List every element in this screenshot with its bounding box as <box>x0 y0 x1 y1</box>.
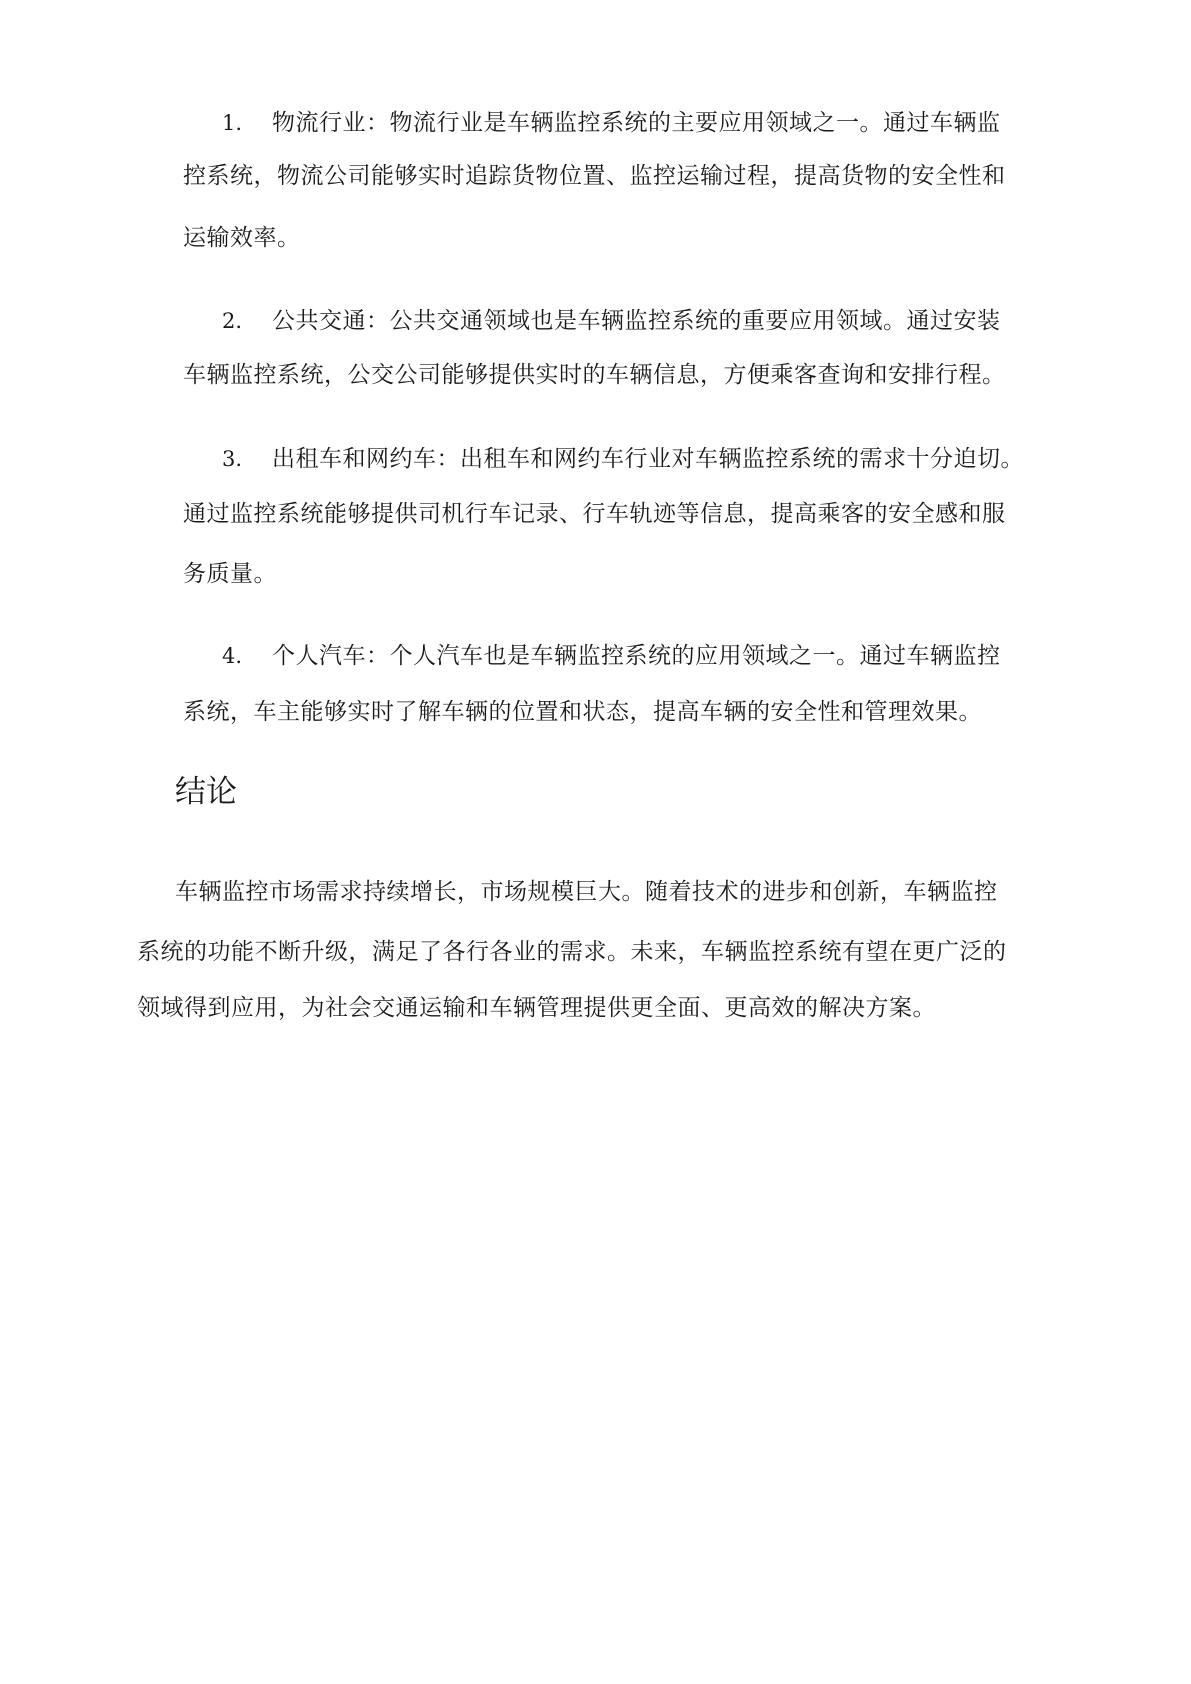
list-item-line: 控系统，物流公司能够实时追踪货物位置、监控运输过程，提高货物的安全性和 <box>183 163 1006 189</box>
list-item-line: 出租车和网约车：出租车和网约车行业对车辆监控系统的需求十分迫切。 <box>272 446 1024 472</box>
list-item-line: 车辆监控系统，公交公司能够提供实时的车辆信息，方便乘客查询和安排行程。 <box>183 362 1006 388</box>
list-item-line: 系统，车主能够实时了解车辆的位置和状态，提高车辆的安全性和管理效果。 <box>183 699 982 725</box>
paragraph-line: 系统的功能不断升级，满足了各行各业的需求。未来，车辆监控系统有望在更广泛的 <box>137 939 1007 965</box>
list-item-line: 通过监控系统能够提供司机行车记录、行车轨迹等信息，提高乘客的安全感和服 <box>183 501 1006 527</box>
list-item-line: 运输效率。 <box>183 225 301 251</box>
list-item-line: 个人汽车：个人汽车也是车辆监控系统的应用领域之一。通过车辆监控 <box>272 643 1001 669</box>
list-number: 1. <box>222 111 243 135</box>
paragraph-line: 车辆监控市场需求持续增长，市场规模巨大。随着技术的进步和创新，车辆监控 <box>175 879 998 905</box>
list-item-line: 务质量。 <box>183 561 277 587</box>
list-number: 3. <box>222 447 243 471</box>
paragraph-line: 领域得到应用，为社会交通运输和车辆管理提供更全面、更高效的解决方案。 <box>137 995 936 1021</box>
list-number: 2. <box>222 309 243 333</box>
list-number: 4. <box>222 644 243 668</box>
list-item-line: 公共交通：公共交通领域也是车辆监控系统的重要应用领域。通过安装 <box>272 308 1001 334</box>
section-heading-conclusion: 结论 <box>175 774 237 810</box>
list-item-line: 物流行业：物流行业是车辆监控系统的主要应用领域之一。通过车辆监 <box>272 110 1001 136</box>
